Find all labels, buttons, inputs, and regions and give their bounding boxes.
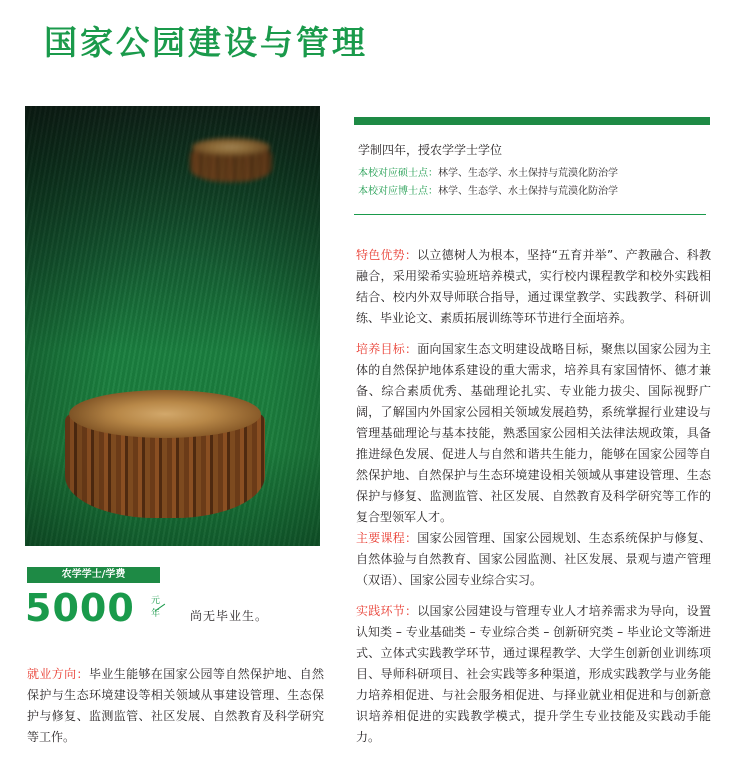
features-label: 特色优势：: [356, 248, 418, 262]
objectives-section: [356, 339, 711, 528]
employment-section: [27, 664, 324, 748]
employment-label: 就业方向：: [27, 667, 89, 681]
practice-section: [356, 601, 711, 748]
page-title: 国家公园建设与管理: [44, 23, 368, 62]
graduate-note: 尚无毕业生。: [190, 609, 269, 623]
phd-value: 林学、生态学、水土保持与荒漠化防治学: [438, 186, 618, 197]
features-section: [356, 245, 711, 329]
employment-text: 毕业生能够在国家公园等自然保护地、自然保护与生态环境建设等相关领域从事建设管理、生态保护与修复、监测监管、社区发展、自然教育及科学研究等工作。: [27, 667, 324, 744]
tuition-badge: 农学学士/学费: [27, 567, 160, 583]
header-bar: [354, 117, 710, 125]
courses-section: [356, 528, 711, 591]
master-value: 林学、生态学、水土保持与荒漠化防治学: [438, 168, 618, 179]
courses-text: 国家公园管理、国家公园规划、生态系统保护与修复、自然体验与自然教育、国家公园监测、社区发展、景观与遗产管理（双语）、国家公园专业综合实习。: [356, 531, 711, 587]
objectives-label: 培养目标：: [356, 342, 418, 356]
degree-duration: 学制四年，授农学学士学位: [358, 143, 503, 157]
tuition-amount: 5000: [25, 586, 135, 630]
master-label: 本校对应硕士点：: [358, 168, 438, 179]
phd-programs: [358, 184, 618, 199]
practice-label: 实践环节：: [356, 604, 418, 618]
unit-yuan: 元: [151, 596, 161, 606]
section-divider: [354, 214, 706, 215]
phd-label: 本校对应博士点：: [358, 186, 438, 197]
unit-year: 年: [151, 609, 161, 619]
courses-label: 主要课程：: [356, 531, 418, 545]
objectives-text: 面向国家生态文明建设战略目标，聚焦以国家公园为主体的自然保护地体系建设的重大需求，培养具有家国情怀、德才兼备、综合素质优秀、基础理论扎实、专业能力拔尖、国际视野广阔，了解国内外国家公园相关领域发展趋势，系统掌握行业建设与管理基础理论与基本技能，熟悉国家公园相关法律法规政策，具备推进绿色发展、促进人与自然和谐共生能力，能够在国家公园等自然保护地、自然保护与生态环境建设相关领域从事建设管理、生态保护与修复、监测监管、社区发展、自然教育及科学研究等工作的复合型领军人才。: [356, 342, 711, 524]
features-text: 以立德树人为根本，坚持“五育并举”、产教融合、科教融合，采用梁希实验班培养模式，实行校内课程教学和校外实践相结合、校内外双导师联合指导，通过课堂教学、实践教学、科研训练、毕业论文、素质拓展训练等环节进行全面培养。: [356, 248, 711, 325]
photo-vignette: [25, 106, 320, 546]
tuition-unit: [151, 596, 166, 619]
master-programs: [358, 166, 618, 181]
tree-stump-photo: [25, 106, 320, 546]
practice-text: 以国家公园建设与管理专业人才培养需求为导向，设置认知类 – 专业基础类 – 专业综合类 – 创新研究类 – 毕业论文等渐进式、立体式实践教学环节，通过课程教学、大学生创新创业训练项目、导师科研项目、社会实践等多种渠道，形成实践教学与业务能力培养相促进、与社会服务相促进、与择业就业相促进和与创新意识培养相促进的实践教学模式，提升学生专业技能及实践动手能力。: [356, 604, 711, 744]
